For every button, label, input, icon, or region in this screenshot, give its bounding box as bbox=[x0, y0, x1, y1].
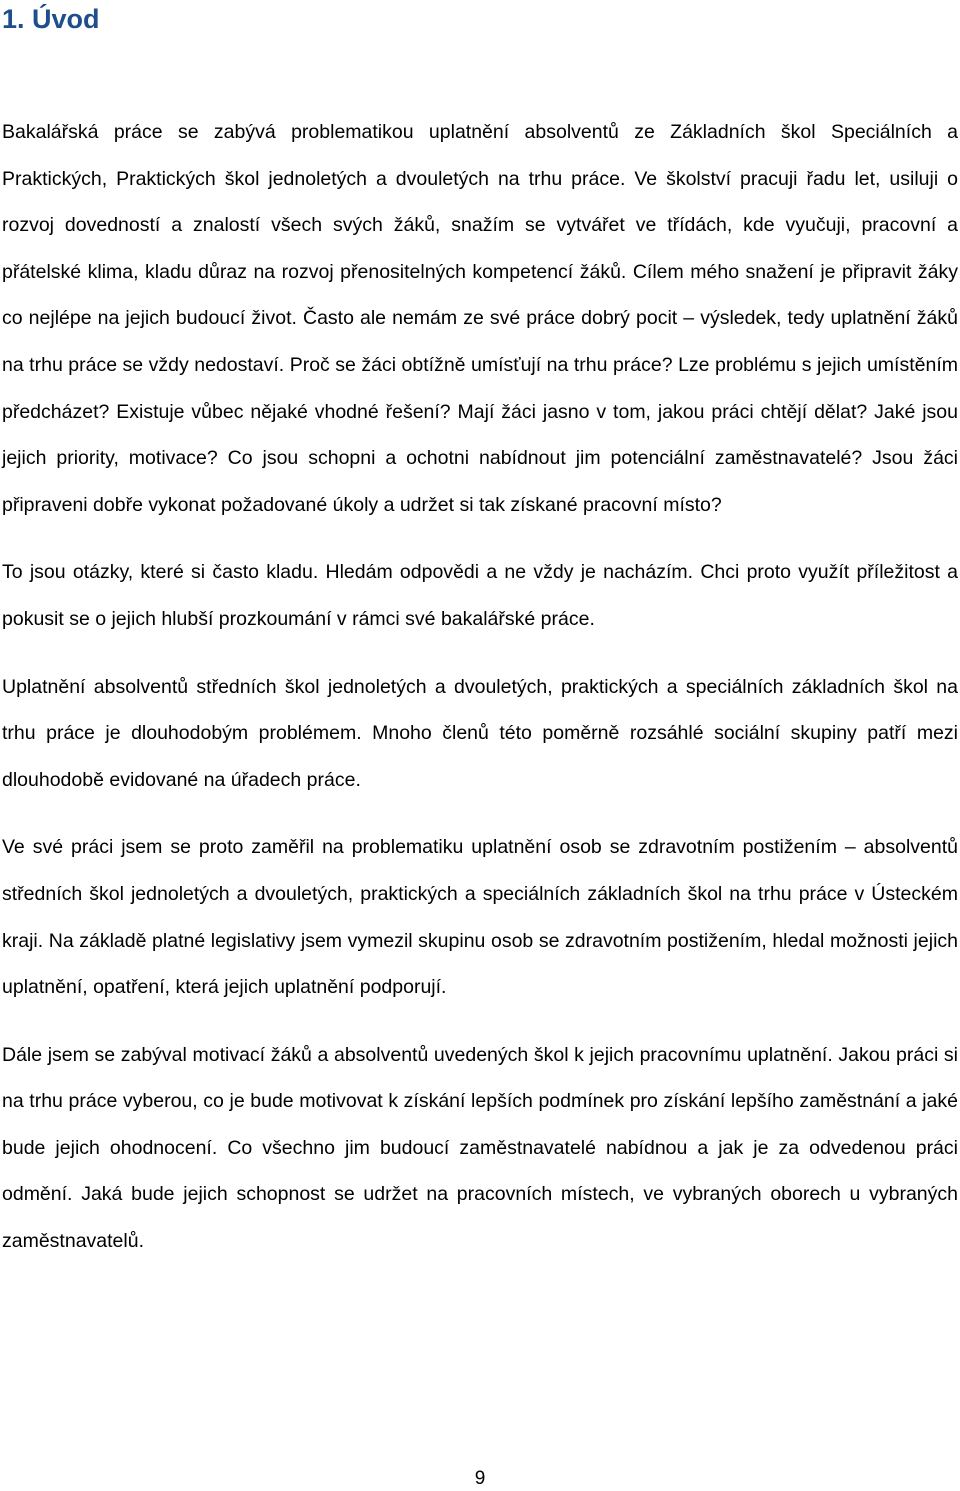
body-text bbox=[2, 109, 958, 1265]
paragraph-questions: To jsou otázky, které si často kladu. Hledám odpovědi a ne vždy je nacházím. Chci proto využít příležitost a pokusit se o jejich hlubší prozkoumání v rámci své bakalářské práce. bbox=[2, 561, 958, 630]
paragraph-focus: Ve své práci jsem se proto zaměřil na problematiku uplatnění osob se zdravotním postižením – absolventů středních škol jednoletých a dvouletých, praktických a speciálních základních škol na trhu práce v Ústeckém kraji. Na základě platné legislativy jsem vymezil skupinu osob se zdravotním postižením, hledal možnosti jejich uplatnění, opatření, která jejich uplatnění podporují. bbox=[2, 836, 958, 999]
paragraph-motivation: Dále jsem se zabýval motivací žáků a absolventů uvedených škol k jejich pracovnímu uplatnění. Jakou práci si na trhu práce vyberou, co je bude motivovat k získání lepších podmínek pro získání lepšího zaměstnání a jaké bude jejich ohodnocení. Co všechno jim budoucí zaměstnavatelé nabídnou a jak je za odvedenou práci odmění. Jaká bude jejich schopnost se udržet na pracovních místech, ve vybraných oborech u vybraných zaměstnavatelů. bbox=[2, 1043, 958, 1253]
chapter-heading: 1. Úvod bbox=[2, 4, 100, 34]
paragraph-intro: Bakalářská práce se zabývá problematikou uplatnění absolventů ze Základních škol Speciálních a Praktických, Praktických škol jednoletých a dvouletých na trhu práce. Ve školství pracuji řadu let, usiluji o rozvoj dovedností a znalostí všech svých žáků, snažím se vytvářet ve třídách, kde vyučuji, pracovní a přátelské klima, kladu důraz na rozvoj přenositelných kompetencí žáků. Cílem mého snažení je připravit žáky co nejlépe na jejich budoucí život. Často ale nemám ze své práce dobrý pocit – výsledek, tedy uplatnění žáků na trhu práce se vždy nedostaví. Proč se žáci obtížně umísťují na trhu práce? Lze problému s jejich umístěním předcházet? Existuje vůbec nějaké vhodné řešení? Mají žáci jasno v tom, jakou práci chtějí dělat? Jaké jsou jejich priority, motivace? Co jsou schopni a ochotni nabídnout jim potenciální zaměstnavatelé? Jsou žáci připraveni dobře vykonat požadované úkoly a udržet si tak získané pracovní místo? bbox=[2, 121, 958, 516]
page-number: 9 bbox=[474, 1468, 486, 1489]
paragraph-problem: Uplatnění absolventů středních škol jednoletých a dvouletých, praktických a speciálních základních škol na trhu práce je dlouhodobým problémem. Mnoho členů této poměrně rozsáhlé sociální skupiny patří mezi dlouhodobě evidované na úřadech práce. bbox=[2, 675, 958, 791]
